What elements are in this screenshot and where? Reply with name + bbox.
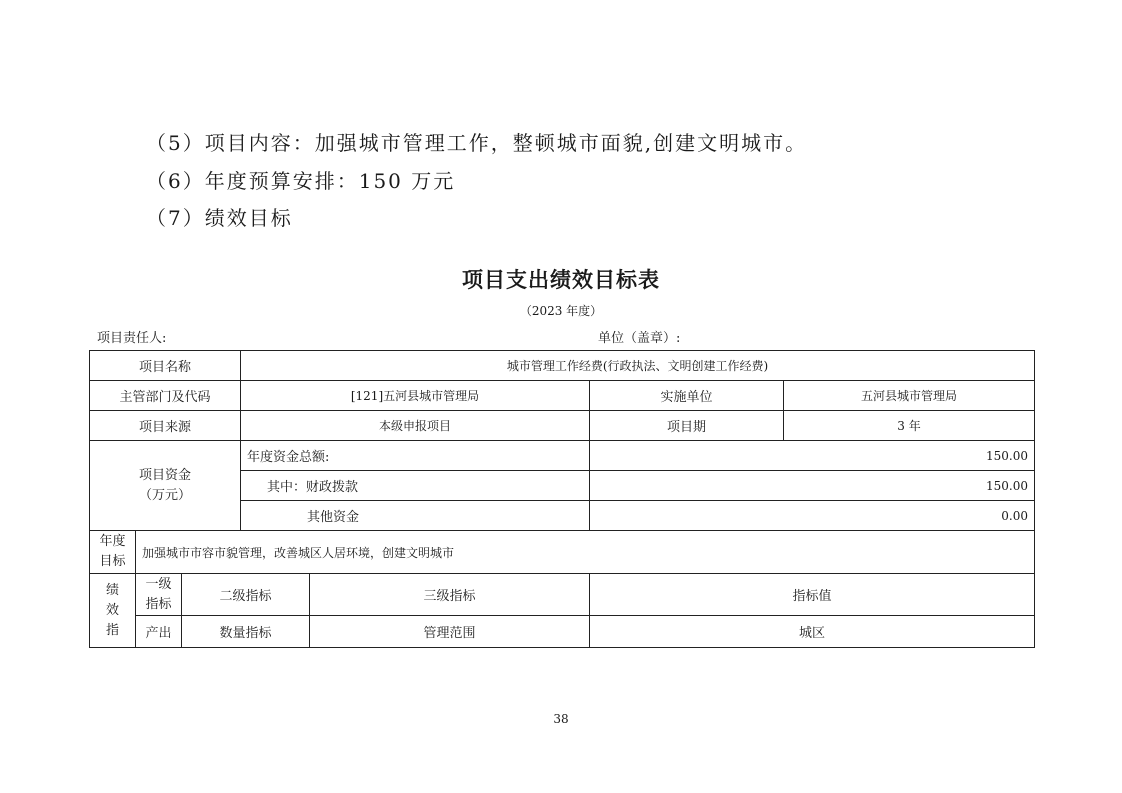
total-funds-value: 150.00 — [590, 441, 1035, 471]
dept-label: 主管部门及代码 — [90, 381, 241, 411]
paragraph-annual-budget: （6）年度预算安排：150 万元 — [146, 169, 456, 193]
funds-label-line1: 项目资金 — [138, 467, 191, 483]
annual-goal-value: 加强城市市容市貌管理，改善城区人居环境，创建文明城市 — [136, 531, 1035, 574]
level1-header: 一级 指标 — [136, 574, 182, 616]
project-name-value: 城市管理工作经费(行政执法、文明创建工作经费) — [241, 351, 1035, 381]
table-row — [90, 441, 1035, 471]
row1-value: 城区 — [590, 616, 1035, 648]
responsible-person-label: 项目责任人: — [97, 331, 167, 346]
table-row — [90, 574, 1035, 616]
annual-goal-label — [90, 531, 136, 574]
period-value: 3 年 — [784, 411, 1035, 441]
dept-value: [121]五河县城市管理局 — [241, 381, 590, 411]
level2-header: 二级指标 — [182, 574, 310, 616]
impl-unit-value: 五河县城市管理局 — [784, 381, 1035, 411]
table-row — [90, 411, 1035, 441]
row1-level3: 管理范围 — [310, 616, 590, 648]
table-row — [90, 381, 1035, 411]
period-label: 项目期 — [590, 411, 784, 441]
funds-label — [90, 441, 241, 531]
funds-label-line2: （万元） — [138, 487, 191, 503]
performance-target-table — [89, 350, 1035, 648]
unit-seal-label: 单位（盖章）: — [598, 331, 681, 346]
fiscal-funds-value: 150.00 — [590, 471, 1035, 501]
row1-level1: 产出 — [136, 616, 182, 648]
table-row — [90, 531, 1035, 574]
paragraph-project-content: （5）项目内容：加强城市管理工作，整顿城市面貌,创建文明城市。 — [146, 131, 808, 155]
row1-level2: 数量指标 — [182, 616, 310, 648]
other-funds-label: 其他资金 — [241, 501, 590, 531]
table-title: 项目支出绩效目标表 — [462, 268, 660, 292]
fiscal-funds-label: 其中：财政拨款 — [241, 471, 590, 501]
table-row — [90, 351, 1035, 381]
impl-unit-label: 实施单位 — [590, 381, 784, 411]
page-number: 38 — [553, 712, 569, 726]
table-row — [90, 616, 1035, 648]
project-name-label: 项目名称 — [90, 351, 241, 381]
paragraph-performance-target: （7）绩效目标 — [146, 206, 293, 230]
source-label: 项目来源 — [90, 411, 241, 441]
level3-header: 三级指标 — [310, 574, 590, 616]
annual-goal-label-line1: 年度 — [99, 534, 126, 549]
annual-goal-label-line2: 目标 — [99, 554, 126, 569]
value-header: 指标值 — [590, 574, 1035, 616]
performance-indicator-label: 绩 效 指 — [90, 574, 136, 648]
other-funds-value: 0.00 — [590, 501, 1035, 531]
year-note: （2023 年度） — [519, 304, 603, 318]
total-funds-label: 年度资金总额: — [241, 441, 590, 471]
source-value: 本级申报项目 — [241, 411, 590, 441]
